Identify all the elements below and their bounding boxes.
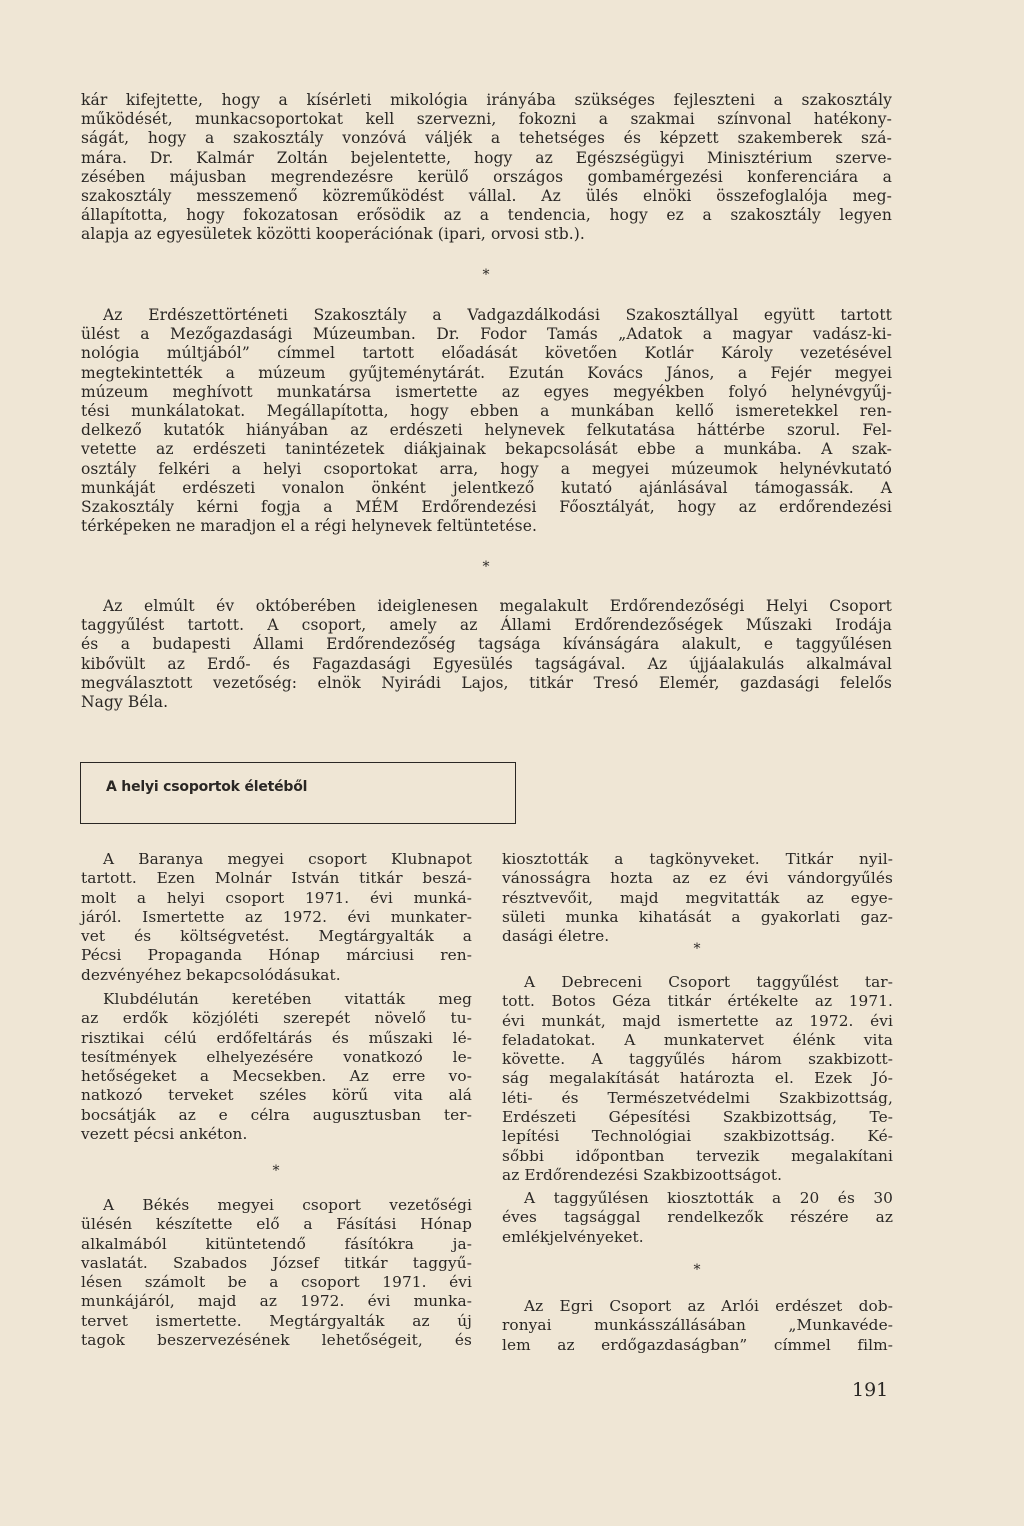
debrecen-paragraph-2 [502,1189,893,1247]
text-line: megválasztott vezetőség: elnök Nyirádi Lajos, titkár Tresó Elemér, gazdasági felelős [81,673,892,692]
text-line: évi munkát, majd ismertette az 1972. évi [502,1011,893,1030]
bekes-continued-paragraph [502,850,893,946]
text-line: tesítmények elhelyezésére vonatkozó le- [81,1047,472,1066]
text-line: kiosztották a tagkönyveket. Titkár nyil- [502,850,893,868]
text-line: A taggyűlésen kiosztották a 20 és 30 [524,1189,893,1207]
text-line: zésében májusban megrendezésre kerülő országos gombamérgezési konferenciára a [81,167,892,186]
text-line: járól. Ismertette az 1972. évi munkater- [81,907,472,926]
text-line: tési munkálatokat. Megállapította, hogy ebben a munkában kellő ismeretekkel ren- [81,402,892,421]
text-line: szakosztály messzemenő közreműködést vállal. Az ülés elnöki összefoglalója meg- [81,187,892,206]
text-line: résztvevőit, majd megvitatták az egye- [502,888,893,907]
bekes-paragraph [81,1196,472,1350]
text-line: ülésén készítette elő a Fásítási Hónap [81,1215,472,1234]
text-line: lem az erdőgazdaságban” címmel film- [502,1335,893,1354]
text-line: munkáját erdészeti vonalon önként jelentkező kutató ajánlásával támogassák. A [81,478,892,497]
text-line: az erdők közjóléti szerepét növelő tu- [81,1009,472,1028]
section-separator-star: * [482,267,490,283]
text-line: vaslatát. Szabados József titkár taggyű- [81,1253,472,1272]
text-line: molt a helyi csoport 1971. évi munká- [81,888,472,907]
text-line: tartott. Ezen Molnár István titkár beszá- [81,869,472,888]
erdorendezosegi-paragraph [81,597,892,712]
eger-paragraph [502,1297,893,1355]
text-line: megtekintették a múzeum gyűjteménytárát. Ezután Kovács János, a Fejér megyei [81,363,892,382]
text-line: mára. Dr. Kalmár Zoltán bejelentette, hogy az Egészségügyi Minisztérium szerve- [81,148,892,167]
debrecen-paragraph-1 [502,973,893,1185]
text-line: sőbbi időpontban tervezik megalakítani [502,1146,893,1165]
text-line: lepítési Technológiai szakbizottság. Ké- [502,1127,893,1146]
text-line: ság megalakítását határozta el. Ezek Jó- [502,1069,893,1088]
text-line: kibővült az Erdő- és Fagazdasági Egyesülés tagságával. Az újjáalakulás alkalmával [81,654,892,673]
text-line: és a budapesti Állami Erdőrendezőség tagsága kívánságára alakult, e taggyűlésen [81,635,892,654]
baranya-paragraph-1 [81,850,472,985]
text-line: működését, munkacsoportokat kell szervezni, fokozni a szakmai színvonal hatékony- [81,110,892,129]
text-line: taggyűlést tartott. A csoport, amely az Állami Erdőrendezőségek Műszaki Irodája [81,616,892,635]
text-line: ronyai munkásszállásában „Munkavéde- [502,1316,893,1335]
baranya-paragraph-2 [81,990,472,1144]
text-line: Az elmúlt év októberében ideiglenesen megalakult Erdőrendezőségi Helyi Csoport [103,597,892,615]
text-line: Az Egri Csoport az Arlói erdészet dob- [524,1297,893,1315]
text-line: osztály felkéri a helyi csoportokat arra, hogy a megyei múzeumok helynévkutató [81,459,892,478]
section-heading: A helyi csoportok életéből [106,779,308,795]
text-line: állapította, hogy fokozatosan erősödik az a tendencia, hogy ez a szakosztály legyen [81,206,892,225]
text-line: Erdészeti Gépesítési Szakbizottság, Te- [502,1108,893,1127]
text-line: kár kifejtette, hogy a kísérleti mikológia irányába szükséges fejleszteni a szakosztály [81,91,892,109]
text-line: követte. A taggyűlés három szakbizott- [502,1050,893,1069]
text-line: ülést a Mezőgazdasági Múzeumban. Dr. Fodor Tamás „Adatok a magyar vadász-ki- [81,325,892,344]
text-line: Nagy Béla. [81,693,169,712]
text-line: vezett pécsi ankéton. [81,1125,248,1144]
text-line: A Békés megyei csoport vezetőségi [103,1196,472,1214]
text-line: dasági életre. [502,927,610,946]
text-line: tagok beszervezésének lehetőségeit, és [81,1331,472,1350]
text-line: éves tagsággal rendelkezők részére az [502,1208,893,1227]
text-line: térképeken ne maradjon el a régi helynevek feltüntetése. [81,517,537,536]
text-line: delkező kutatók hiányában az erdészeti helynevek felkutatása háttérbe szorul. Fel- [81,421,892,440]
intro-paragraph [81,91,892,245]
text-line: emlékjelvényeket. [502,1227,644,1246]
text-line: Pécsi Propaganda Hónap márciusi ren- [81,946,472,965]
text-line: Szakosztály kérni fogja a MÉM Erdőrendezési Főosztályát, hogy az erdőrendezési [81,498,892,517]
text-line: vetette az erdészeti tanintézetek diákjainak bekapcsolását ebbe a munkába. A szak- [81,440,892,459]
text-line: A Debreceni Csoport taggyűlést tar- [524,973,893,991]
text-line: sületi munka kihatását a gyakorlati gaz- [502,907,893,926]
text-line: lésen számolt be a csoport 1971. évi [81,1273,472,1292]
section-separator-star: * [693,1262,701,1278]
text-line: múzeum meghívott munkatársa ismertette az egyes megyékben folyó helynévgyűj- [81,382,892,401]
text-line: bocsátják az e célra augusztusban ter- [81,1105,472,1124]
text-line: hetőségeket a Mecsekben. Az erre vo- [81,1067,472,1086]
text-line: tott. Botos Géza titkár értékelte az 1971. [502,992,893,1011]
section-separator-star: * [482,559,490,575]
text-line: alapja az egyesületek közötti kooperációnak (ipari, orvosi stb.). [81,225,585,244]
text-line: Klubdélután keretében vitatták meg [103,990,472,1008]
text-line: léti- és Természetvédelmi Szakbizottság, [502,1088,893,1107]
text-line: Az Erdészettörténeti Szakosztály a Vadgazdálkodási Szakosztállyal együtt tartott [103,306,892,324]
text-line: feladatokat. A munkatervet élénk vita [502,1030,893,1049]
text-line: nológia múltjából” címmel tartott előadását követően Kotlár Károly vezetésével [81,344,892,363]
erdeszettorteneti-paragraph [81,306,892,536]
text-line: vet és költségvetést. Megtárgyalták a [81,927,472,946]
text-line: natkozó terveket széles körű vita alá [81,1086,472,1105]
text-line: alkalmából kitüntetendő fásítókra ja- [81,1234,472,1253]
text-line: az Erdőrendezési Szakbizoottságot. [502,1165,783,1184]
text-line: vánosságra hozta az ez évi vándorgyűlés [502,869,893,888]
text-line: ságát, hogy a szakosztály vonzóvá váljék a tehetséges és képzett szakemberek szá- [81,129,892,148]
text-line: risztikai célú erdőfeltárás és műszaki lé- [81,1028,472,1047]
text-line: munkájáról, majd az 1972. évi munka- [81,1292,472,1311]
text-line: tervet ismertette. Megtárgyalták az új [81,1311,472,1330]
section-separator-star: * [693,941,701,957]
section-separator-star: * [272,1163,280,1179]
page-number: 191 [852,1379,889,1401]
text-line: A Baranya megyei csoport Klubnapot [103,850,472,868]
text-line: dezvényéhez bekapcsolódásukat. [81,965,341,984]
